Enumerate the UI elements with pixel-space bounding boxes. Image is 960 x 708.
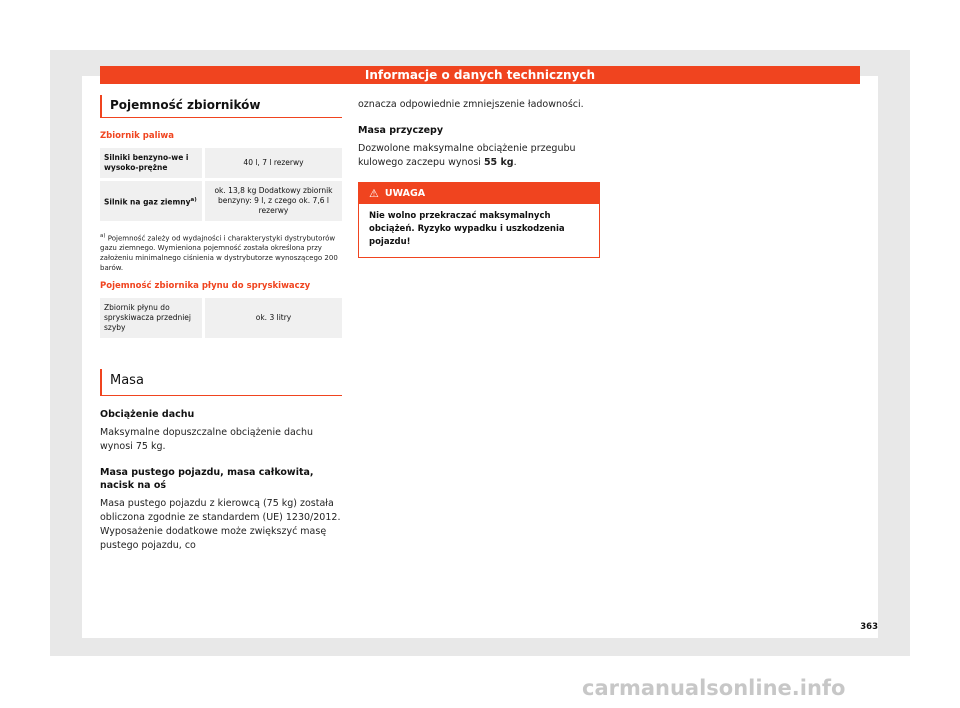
trailer-text: Dozwolone maksymalne obciążenie przegubu kulowego zaczepu wynosi xyxy=(358,143,576,168)
table-key: Zbiornik płynu do spryskiwacza przedniej szyby xyxy=(100,298,202,338)
table-value: ok. 3 litry xyxy=(202,298,342,338)
table-key: Silnik na gaz ziemny xyxy=(104,197,191,207)
roof-load-heading: Obciążenie dachu xyxy=(100,409,195,421)
footnote-ref: a) xyxy=(190,196,197,203)
section-title-tank: Pojemność zbiorników xyxy=(100,95,342,118)
footnote xyxy=(100,231,342,273)
right-column xyxy=(358,95,600,258)
left-column xyxy=(100,95,342,553)
washer-tank-subtitle: Pojemność zbiornika płynu do spryskiwaczy xyxy=(100,281,311,292)
warning-label: UWAGA xyxy=(384,188,426,199)
roof-load-text: Maksymalne dopuszczalne obciążenie dachu wynosi 75 kg. xyxy=(100,427,314,453)
washer-tank-table xyxy=(100,295,342,341)
table-key: Silniki benzyno-we i wysoko-prężne xyxy=(100,148,202,178)
fuel-tank-subtitle: Zbiornik paliwa xyxy=(100,131,175,141)
chapter-header: Informacje o danych technicznych xyxy=(100,66,860,84)
footnote-text: Pojemność zależy od wydajności i charakterystyki dystrybutorów gazu ziemnego. Wymieniona pojemność została określona przy założeniu minimalnego ciśnienia w dystrybutorze wynoszącego 200 barów. xyxy=(100,234,338,273)
warning-triangle-icon: ⚠ xyxy=(369,187,379,200)
table-row xyxy=(100,298,342,338)
empty-mass-heading: Masa pustego pojazdu, masa całkowita, nacisk na oś xyxy=(100,467,314,492)
table-key-cell xyxy=(100,181,202,221)
warning-header xyxy=(359,183,599,204)
table-row xyxy=(100,181,342,221)
trailer-end: . xyxy=(513,157,517,168)
watermark: carmanualsonline.info xyxy=(582,676,846,700)
trailer-value: 55 kg xyxy=(483,157,514,168)
empty-mass-text: Masa pustego pojazdu z kierowcą (75 kg) została obliczona zgodnie ze standardem (UE) 1230/2012. Wyposażenie dodatkowe może zwiększyć masę pustego pojazdu, co xyxy=(100,498,341,552)
warning-text: Nie wolno przekraczać maksymalnych obciążeń. Ryzyko wypadku i uszkodzenia pojazdu! xyxy=(369,211,565,247)
page-number: 363 xyxy=(860,622,878,632)
warning-box xyxy=(358,182,600,258)
trailer-mass-text xyxy=(358,142,600,170)
footnote-mark: a) xyxy=(100,233,106,239)
fuel-tank-table xyxy=(100,145,342,224)
table-row xyxy=(100,148,342,178)
trailer-mass-heading: Masa przyczepy xyxy=(358,125,444,136)
table-value: ok. 13,8 kg Dodatkowy zbiornik benzyny: 9 l, z czego ok. 7,6 l rezerwy xyxy=(202,181,342,221)
table-value: 40 l, 7 l rezerwy xyxy=(202,148,342,178)
continued-text: oznacza odpowiednie zmniejszenie ładowności. xyxy=(358,99,584,110)
section-title-mass: Masa xyxy=(100,369,342,396)
